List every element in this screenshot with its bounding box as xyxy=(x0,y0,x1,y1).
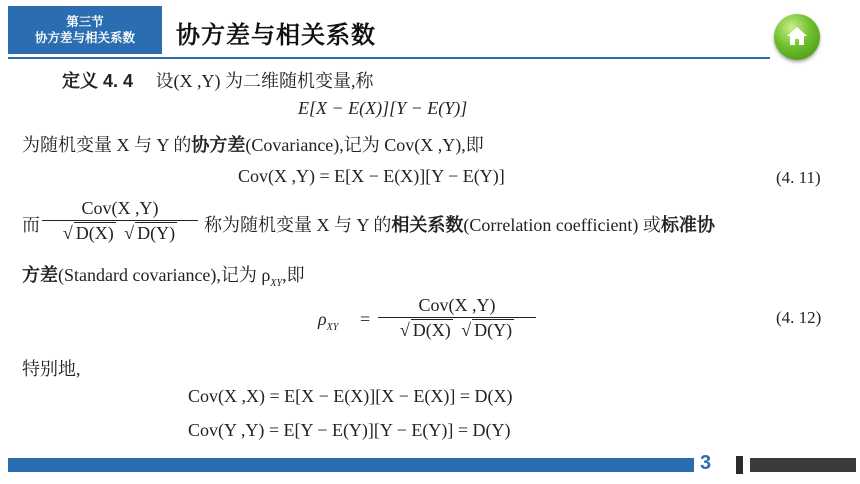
footer-dark-bar xyxy=(750,458,856,472)
term-standard-cov: 标准协 xyxy=(660,215,715,235)
definition-line xyxy=(62,67,374,93)
rho-fraction xyxy=(378,294,536,341)
text-segment: 为随机变量 X 与 Y 的 xyxy=(22,135,192,155)
footer-separator xyxy=(736,456,743,474)
home-button[interactable] xyxy=(774,14,820,60)
standard-covariance-line xyxy=(22,261,305,289)
equation-4-11: Cov(X ,Y) = E[X − E(X)][Y − E(Y)] xyxy=(238,166,505,186)
section-badge xyxy=(8,6,162,54)
equation-cov-xx: Cov(X ,X) = E[X − E(X)][X − E(X)] = D(X) xyxy=(188,386,513,406)
equals-sign: = xyxy=(360,309,371,329)
text-segment: (Correlation coefficient) 或 xyxy=(463,215,661,235)
equation-cov-yy: Cov(Y ,Y) = E[Y − E(Y)][Y − E(Y)] = D(Y) xyxy=(188,420,511,440)
equation-number-4-11: (4. 11) xyxy=(776,168,821,187)
page-number: 3 xyxy=(700,452,712,474)
denominator-dx: D(X) xyxy=(412,320,451,340)
footer-bar xyxy=(8,458,694,472)
rho-subscript: XY xyxy=(270,278,283,289)
header-divider xyxy=(8,57,770,59)
fraction-numerator: Cov(X ,Y) xyxy=(81,198,159,218)
rho-symbol: ρ xyxy=(318,309,327,329)
correlation-fraction xyxy=(42,197,198,244)
denominator-dy: D(Y) xyxy=(474,320,513,340)
definition-text: 设(X ,Y) 为二维随机变量,称 xyxy=(155,71,374,91)
covariance-formula: E[X − E(X)][Y − E(Y)] xyxy=(298,98,468,118)
rho-subscript: XY xyxy=(326,322,339,333)
denominator-dx: D(X) xyxy=(75,223,114,243)
fraction-numerator: Cov(X ,Y) xyxy=(418,295,496,315)
definition-label: 定义 4. 4 xyxy=(62,71,134,91)
fraction-denominator: √ D(X) √ D(Y) xyxy=(399,320,513,340)
equation-number-4-12: (4. 12) xyxy=(776,308,822,327)
denominator-dy: D(Y) xyxy=(137,223,176,243)
covariance-definition xyxy=(22,131,484,157)
text-segment: ,即 xyxy=(282,265,305,285)
section-number: 第三节 xyxy=(66,15,104,29)
home-icon xyxy=(785,24,809,48)
text-segment: 称为随机变量 X 与 Y 的 xyxy=(204,215,392,235)
section-name: 协方差与相关系数 xyxy=(34,31,135,45)
text-segment: (Covariance),记为 Cov(X ,Y),即 xyxy=(245,135,484,155)
fraction-bar xyxy=(378,317,536,318)
term-fangcha: 方差 xyxy=(22,265,58,285)
prefix-er: 而 xyxy=(22,215,40,235)
term-covariance: 协方差 xyxy=(191,135,246,155)
text-segment: (Standard covariance),记为 ρ xyxy=(58,265,271,285)
special-case-label: 特别地, xyxy=(22,359,81,379)
term-correlation-coefficient: 相关系数 xyxy=(391,215,464,235)
rho-xy xyxy=(318,309,338,333)
fraction-bar xyxy=(42,220,198,221)
fraction-denominator: √ D(X) √ D(Y) xyxy=(62,223,176,243)
correlation-definition xyxy=(204,211,715,237)
page-title: 协方差与相关系数 xyxy=(176,22,376,49)
